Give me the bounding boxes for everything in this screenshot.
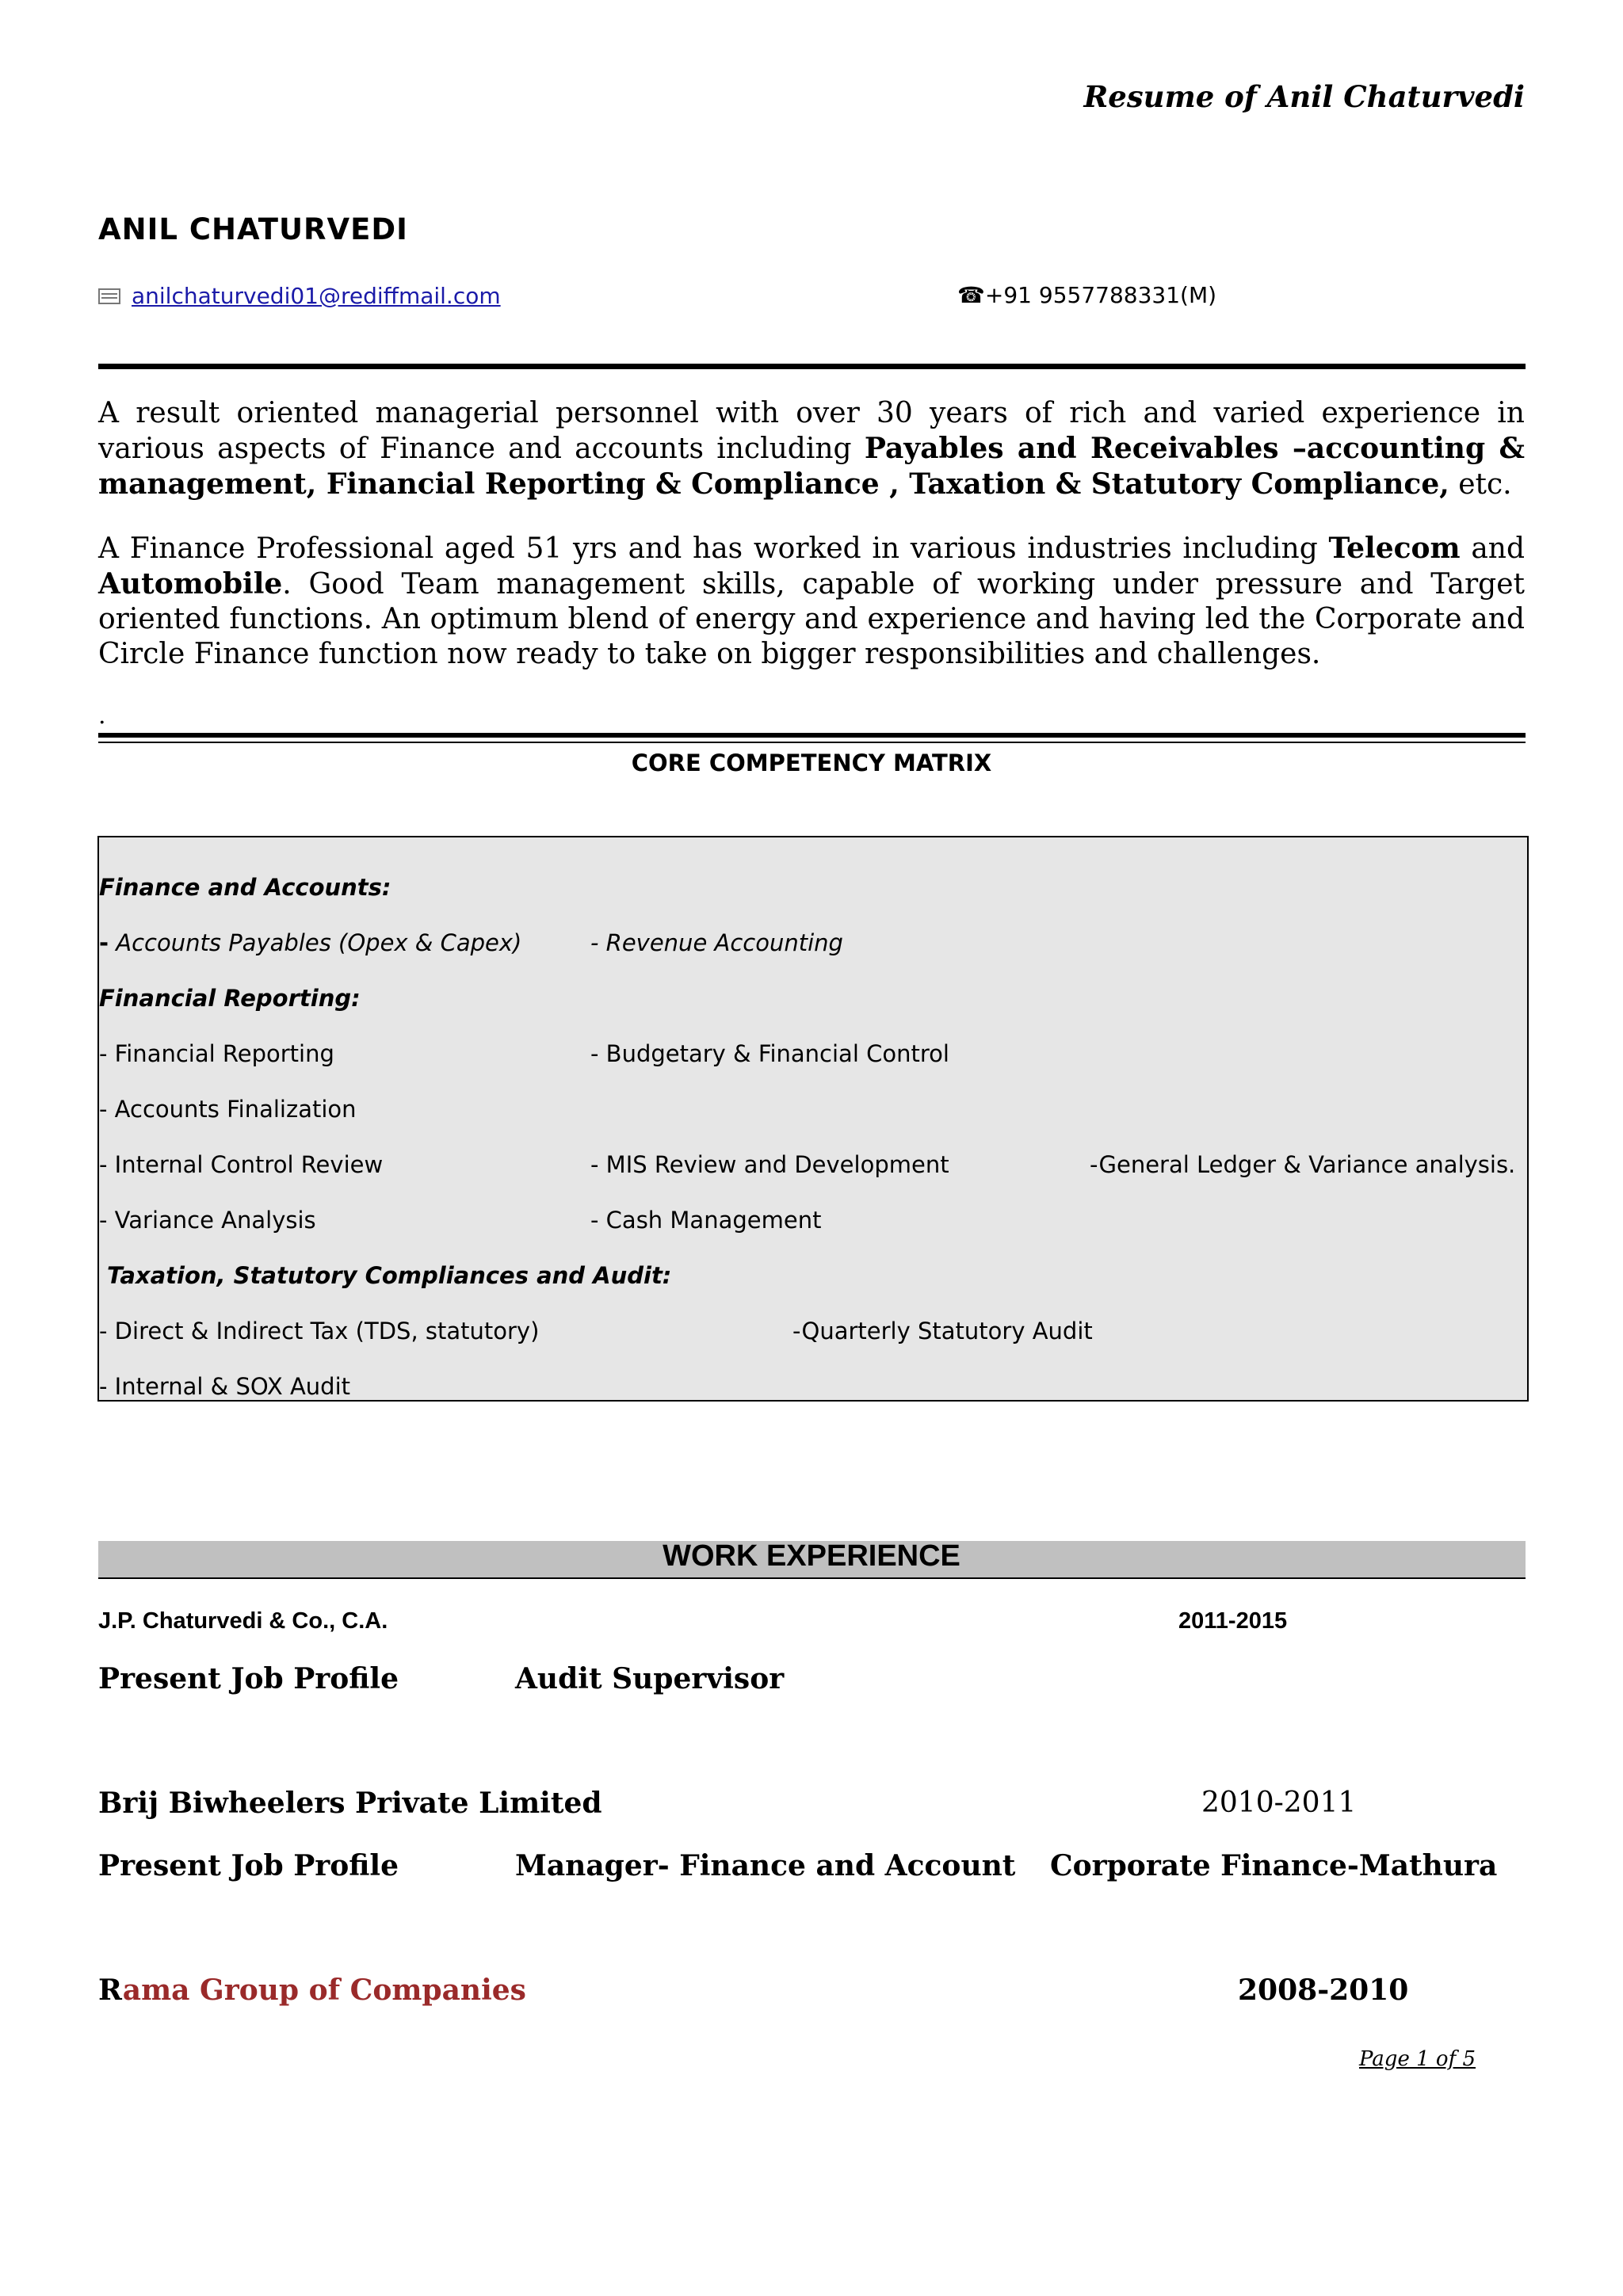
job-company: Brij Biwheelers Private Limited	[98, 1787, 602, 1820]
job-company: J.P. Chaturvedi & Co., C.A.	[98, 1608, 388, 1634]
competency-item: - Revenue Accounting	[590, 929, 843, 956]
email-row	[98, 283, 501, 309]
company-name-rest: ama Group of Companies	[122, 1974, 526, 2007]
competency-item: - Budgetary & Financial Control	[590, 1040, 949, 1067]
competency-item	[99, 929, 521, 956]
job-profile-label: Present Job Profile	[98, 1662, 399, 1695]
divider-rule-thick	[98, 733, 1526, 738]
stray-dot: .	[98, 702, 106, 730]
competency-item: - Accounts Finalization	[99, 1096, 357, 1123]
phone-icon: ☎	[957, 282, 985, 308]
competency-item: - MIS Review and Development	[590, 1151, 949, 1178]
competency-item: -General Ledger & Variance analysis.	[1090, 1151, 1516, 1178]
work-experience-title: WORK EXPERIENCE	[663, 1539, 960, 1573]
summary-text: A Finance Professional aged 51 yrs and has worked in various industries including	[98, 532, 1329, 565]
divider-rule	[98, 364, 1526, 369]
dash-marker: -	[99, 929, 109, 956]
job-location: Corporate Finance-Mathura	[1050, 1849, 1498, 1882]
phone-row	[957, 282, 1216, 308]
summary-text: A result oriented managerial personnel with over 30 years of rich and varied experience in various aspects of Finance and accounts including	[98, 397, 1525, 465]
mail-icon	[98, 288, 120, 304]
email-link[interactable]: anilchaturvedi01@rediffmail.com	[132, 283, 501, 309]
summary-paragraph-2	[98, 531, 1525, 672]
taxation-heading: Taxation, Statutory Compliances and Audit:	[107, 1262, 672, 1289]
competency-item: - Cash Management	[590, 1207, 822, 1234]
summary-text: . Good Team management skills, capable of working under pressure and Target oriented functions. An optimum blend of energy and experience and having led the Corporate and Circle Finance function now ready to take on bigger responsibilities and challenges.	[98, 568, 1525, 670]
candidate-name: ANIL CHATURVEDI	[98, 212, 408, 246]
job-years: 2008-2010	[1238, 1974, 1409, 2007]
competency-item: - Direct & Indirect Tax (TDS, statutory)	[99, 1318, 540, 1344]
competency-item: - Internal Control Review	[99, 1151, 384, 1178]
job-company	[98, 1974, 526, 2007]
competency-item: -Quarterly Statutory Audit	[792, 1318, 1093, 1344]
competency-title: CORE COMPETENCY MATRIX	[631, 749, 992, 776]
competency-matrix-box	[97, 836, 1529, 1402]
summary-text: etc.	[1449, 468, 1512, 501]
competency-item: - Variance Analysis	[99, 1207, 316, 1234]
job-role: Manager- Finance and Account	[515, 1849, 1016, 1882]
finance-accounts-heading: Finance and Accounts:	[99, 874, 391, 901]
financial-reporting-heading: Financial Reporting:	[99, 985, 361, 1012]
page-number: Page 1 of 5	[1358, 2047, 1476, 2071]
competency-item-text: Accounts Payables (Opex & Capex)	[109, 929, 522, 956]
summary-text: and	[1460, 532, 1526, 565]
resume-header-title: Resume of Anil Chaturvedi	[1083, 79, 1525, 114]
divider-rule-thin	[98, 742, 1526, 743]
job-role: Audit Supervisor	[515, 1662, 785, 1695]
competency-item: - Financial Reporting	[99, 1040, 334, 1067]
job-years: 2010-2011	[1201, 1787, 1357, 1819]
phone-number: +91 9557788331(M)	[984, 282, 1217, 308]
company-initial: R	[98, 1974, 123, 2007]
summary-bold: Payables and Receivables –accounting & management, Financial Reporting & Compliance , Taxation & Statutory Compliance,	[98, 432, 1525, 501]
job-profile-label: Present Job Profile	[98, 1849, 399, 1882]
job-years: 2011-2015	[1178, 1608, 1288, 1634]
summary-bold: Telecom	[1328, 532, 1461, 565]
summary-bold: Automobile	[98, 567, 283, 601]
competency-item: - Internal & SOX Audit	[99, 1373, 351, 1400]
summary-paragraph-1	[98, 396, 1525, 502]
